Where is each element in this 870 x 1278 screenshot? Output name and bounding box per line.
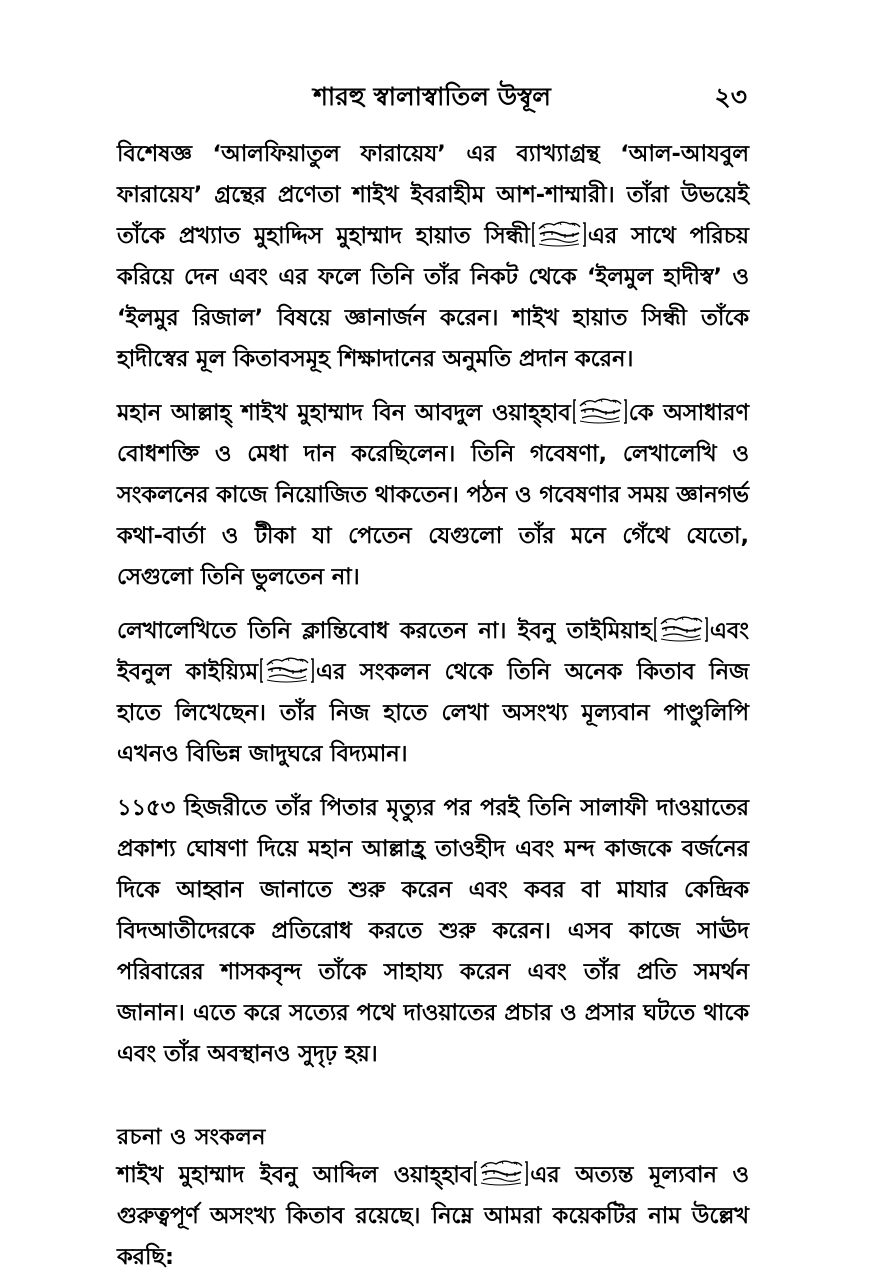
paragraph-1-text-b: এর সাথে পরিচয় করিয়ে দেন এবং এর ফলে তিনি তাঁর নিকট থেকে ‘ইলমুল হাদীস্ব’ ও ‘ইলমুর রিজাল’ বিষয়ে জ্ঞানার্জন করেন। শাইখ হায়াত সিন্ধী তাঁকে হাদীস্বের মূল কিতাবসমূহ শিক্ষাদানের অনুমতি প্রদান করেন। (117, 223, 750, 372)
arabic-calligraphy-honorific-icon (654, 614, 708, 644)
paragraph-3 (117, 611, 749, 775)
arabic-calligraphy-honorific-icon (474, 1158, 528, 1188)
paragraph-3-text-a: লেখালেখিতে তিনি ক্লান্তিবোধ করতেন না। ইবনু তাইমিয়াহ (117, 618, 652, 644)
section-paragraph-text-a: শাইখ মুহাম্মাদ ইবনু আব্দিল ওয়াহ্হাব (117, 1162, 473, 1188)
arabic-calligraphy-honorific-icon (573, 396, 627, 426)
paragraph-2 (117, 393, 749, 598)
paragraph-1-text-a: বিশেষজ্ঞ ‘আলফিয়াতুল ফারায়েয’ এর ব্যাখ্যাগ্রন্থ ‘আল-আযবুল ফারায়েয’ গ্রন্থের প্রণেতা শাইখ ইবরাহীম আশ-শাম্মারী। তাঁরা উভয়েই তাঁকে প্রখ্যাত মুহাদ্দিস মুহাম্মাদ হায়াত সিন্ধী (117, 141, 749, 249)
running-header (117, 80, 747, 120)
section-paragraph-text-b: এর অত্যন্ত মূল্যবান ও গুরুত্বপূর্ণ অসংখ্য কিতাব রয়েছে। নিম্নে আমরা কয়েকটির নাম উল্লেখ করছি: (117, 1162, 749, 1270)
arabic-calligraphy-honorific-icon (260, 655, 314, 685)
section-heading: রচনা ও সংকলন (117, 1125, 266, 1150)
paragraph-3-text-c: এর সংকলন থেকে তিনি অনেক কিতাব নিজ হাতে লিখেছেন। তাঁর নিজ হাতে লেখা অসংখ্য মূল্যবান পাণ্ডুলিপি এখনও বিভিন্ন জাদুঘরে বিদ্যমান। (117, 659, 750, 767)
paragraph-1 (117, 134, 749, 380)
page-number: ২৩ (714, 82, 747, 111)
body-text (117, 134, 749, 1278)
paragraph-2-text-a: মহান আল্লাহ্ শাইখ মুহাম্মাদ বিন আবদুল ওয়াহ্হাব (117, 400, 571, 426)
section-paragraph (117, 1155, 749, 1278)
paragraph-4: ১১৫৩ হিজরীতে তাঁর পিতার মৃত্যুর পর পরই তিনি সালাফী দাওয়াতের প্রকাশ্য ঘোষণা দিয়ে মহান আল্লাহ্র তাওহীদ এবং মন্দ কাজকে বর্জনের দিকে আহ্বান জানাতে শুরু করেন এবং কবর বা মাযার কেন্দ্রিক বিদআতীদেরকে প্রতিরোধ করতে শুরু করেন। এসব কাজে সাঊদ পরিবারের শাসকবৃন্দ তাঁকে সাহায্য করেন এবং তাঁর প্রতি সমর্থন জানান। এতে করে সত্যের পথে দাওয়াতের প্রচার ও প্রসার ঘটতে থাকে এবং তাঁর অবস্থানও সুদৃঢ় হয়। (117, 795, 749, 1067)
paragraph-2-text-b: কে অসাধারণ বোধশক্তি ও মেধা দান করেছিলেন। তিনি গবেষণা, লেখালেখি ও সংকলনের কাজে নিয়োজিত থাকতেন। পঠন ও গবেষণার সময় জ্ঞানগর্ভ কথা-বার্তা ও টীকা যা পেতেন যেগুলো তাঁর মনে গেঁথে যেতো, সেগুলো তিনি ভুলতেন না। (117, 400, 749, 590)
paragraph-3-text-b: এবং ইবনুল কাইয়্যিম (117, 618, 749, 685)
arabic-calligraphy-honorific-icon (532, 219, 586, 249)
running-title: শারহু স্বালাস্বাতিল উস্বূল (313, 82, 551, 111)
